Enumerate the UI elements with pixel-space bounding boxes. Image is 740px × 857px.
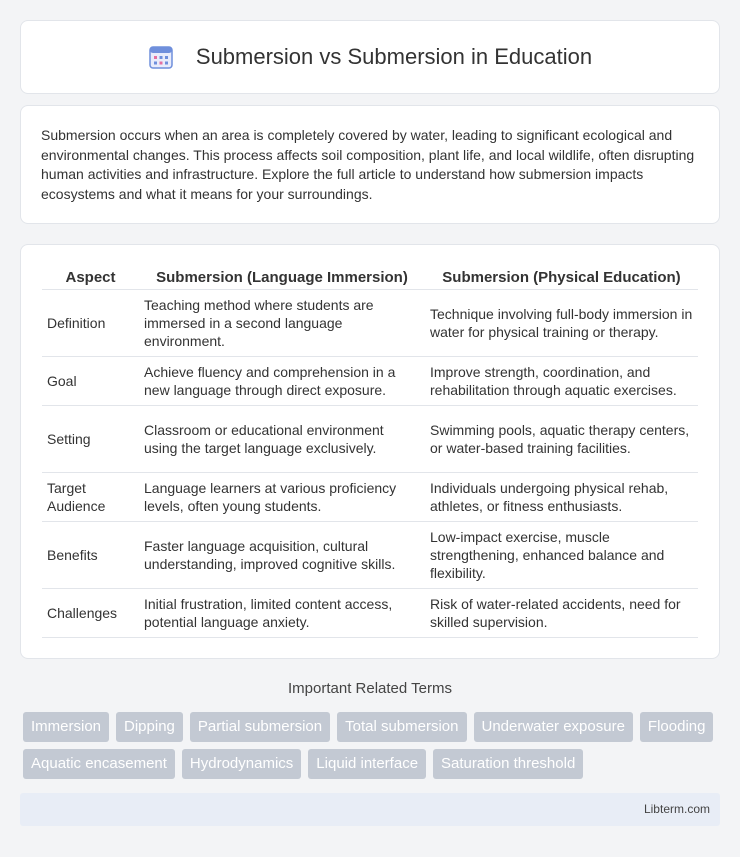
row-language-cell: Language learners at various proficiency levels, often young students.	[139, 473, 425, 522]
tag-underwater-exposure[interactable]: Underwater exposure	[474, 712, 633, 742]
row-aspect: Challenges	[42, 589, 139, 638]
row-aspect: Setting	[42, 406, 139, 473]
row-physical-cell: Individuals undergoing physical rehab, athletes, or fitness enthusiasts.	[425, 473, 698, 522]
row-physical-cell: Swimming pools, aquatic therapy centers, or water-based training facilities.	[425, 406, 698, 473]
comparison-table	[42, 265, 698, 638]
row-language-cell: Classroom or educational environment using the target language exclusively.	[139, 406, 425, 473]
row-aspect: Benefits	[42, 522, 139, 589]
tag-total-submersion[interactable]: Total submersion	[337, 712, 466, 742]
row-language-cell: Achieve fluency and comprehension in a new language through direct exposure.	[139, 357, 425, 406]
intro-text: Submersion occurs when an area is completely covered by water, leading to significant ecological and environmental changes. This process affects soil composition, plant life, and local wildlife, often disrupting human activities and infrastructure. Explore the full article to understand how submersion impacts ecosystems and what it means for your surroundings.	[41, 127, 695, 202]
table-row	[42, 522, 698, 589]
row-physical-cell: Low-impact exercise, muscle strengthening, enhanced balance and flexibility.	[425, 522, 698, 589]
row-language-cell: Teaching method where students are immersed in a second language environment.	[139, 290, 425, 357]
table-row	[42, 406, 698, 473]
header-physical-education: Submersion (Physical Education)	[425, 265, 698, 290]
row-physical-cell: Risk of water-related accidents, need for skilled supervision.	[425, 589, 698, 638]
row-aspect: Definition	[42, 290, 139, 357]
tag-liquid-interface[interactable]: Liquid interface	[308, 749, 426, 779]
tag-dipping[interactable]: Dipping	[116, 712, 183, 742]
related-terms-list	[23, 712, 723, 786]
table-header-row	[42, 265, 698, 290]
row-physical-cell: Improve strength, coordination, and rehabilitation through aquatic exercises.	[425, 357, 698, 406]
table-row	[42, 473, 698, 522]
calendar-icon	[148, 44, 174, 70]
row-physical-cell: Technique involving full-body immersion in water for physical training or therapy.	[425, 290, 698, 357]
footer	[20, 793, 720, 826]
tag-aquatic-encasement[interactable]: Aquatic encasement	[23, 749, 175, 779]
row-aspect: Goal	[42, 357, 139, 406]
table-row	[42, 290, 698, 357]
row-aspect: Target Audience	[42, 473, 139, 522]
comparison-card	[20, 244, 720, 659]
tag-partial-submersion[interactable]: Partial submersion	[190, 712, 330, 742]
page-title: Submersion vs Submersion in Education	[195, 44, 593, 69]
tag-immersion[interactable]: Immersion	[23, 712, 109, 742]
table-row	[42, 589, 698, 638]
header-language-immersion: Submersion (Language Immersion)	[139, 265, 425, 290]
related-terms-title: Important Related Terms	[288, 680, 452, 697]
row-language-cell: Faster language acquisition, cultural understanding, improved cognitive skills.	[139, 522, 425, 589]
tag-saturation-threshold[interactable]: Saturation threshold	[433, 749, 583, 779]
row-language-cell: Initial frustration, limited content access, potential language anxiety.	[139, 589, 425, 638]
footer-site-link[interactable]: Libterm.com	[643, 802, 710, 816]
header-aspect: Aspect	[42, 265, 139, 290]
intro-card	[20, 105, 720, 224]
header-card	[20, 20, 720, 94]
table-row	[42, 357, 698, 406]
tag-flooding[interactable]: Flooding	[640, 712, 714, 742]
tag-hydrodynamics[interactable]: Hydrodynamics	[182, 749, 301, 779]
